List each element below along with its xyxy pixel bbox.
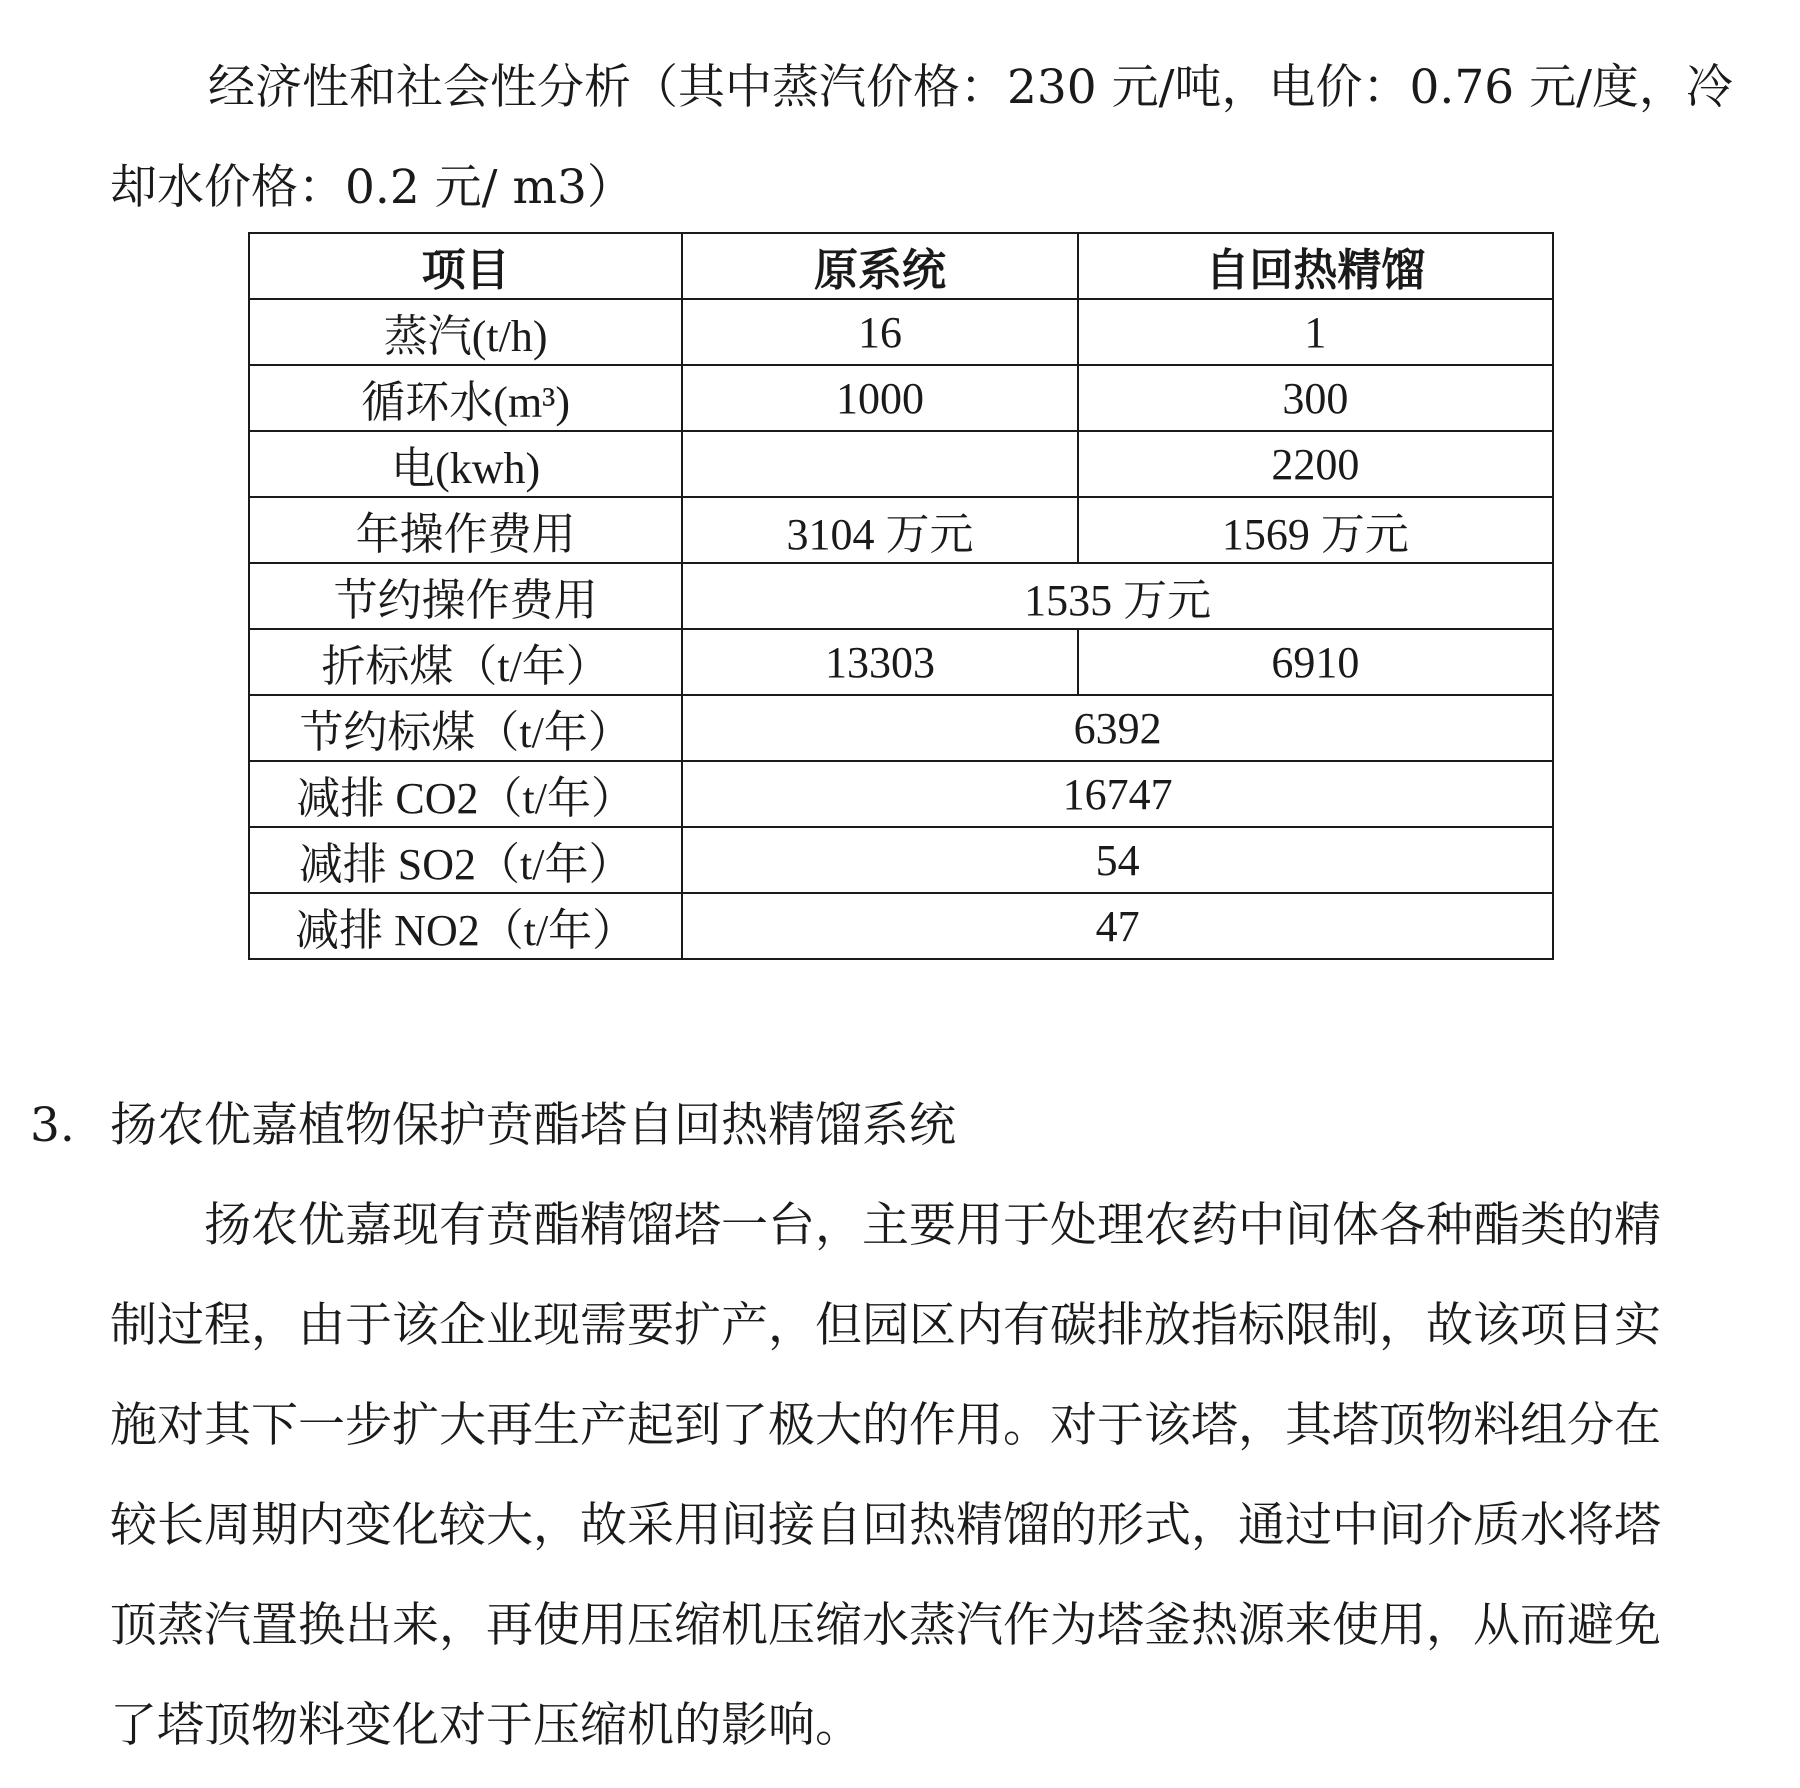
heat-pump-value: 300 (1078, 365, 1553, 431)
paragraph-line: 扬农优嘉现有贲酯精馏塔一台，主要用于处理农药中间体各种酯类的精 (110, 1198, 1661, 1253)
paragraph-line: 顶蒸汽置换出来，再使用压缩机压缩水蒸汽作为塔釜热源来使用，从而避免 (110, 1598, 1661, 1653)
heat-pump-value: 6910 (1078, 629, 1553, 695)
paragraph-line: 较长周期内变化较大，故采用间接自回热精馏的形式，通过中间介质水将塔 (110, 1498, 1661, 1553)
section-title: 扬农优嘉植物保护贲酯塔自回热精馏系统 (110, 1098, 956, 1153)
table-row (249, 431, 1553, 497)
paragraph-line: 施对其下一步扩大再生产起到了极大的作用。对于该塔，其塔顶物料组分在 (110, 1398, 1661, 1453)
original-value: 3104 万元 (682, 497, 1077, 563)
header-heat-pump-distillation: 自回热精馏 (1078, 233, 1553, 299)
table-row (249, 893, 1553, 959)
merged-value: 47 (682, 893, 1553, 959)
intro-line-1: 经济性和社会性分析（其中蒸汽价格：230 元/吨，电价：0.76 元/度，冷 (208, 60, 1733, 115)
row-label: 节约操作费用 (249, 563, 682, 629)
table-row (249, 365, 1553, 431)
table-row (249, 695, 1553, 761)
row-label: 节约标煤（t/年） (249, 695, 682, 761)
table-row (249, 827, 1553, 893)
heat-pump-value: 1 (1078, 299, 1553, 365)
original-value: 16 (682, 299, 1077, 365)
original-value: 13303 (682, 629, 1077, 695)
row-label: 减排 CO2（t/年） (249, 761, 682, 827)
heat-pump-value: 2200 (1078, 431, 1553, 497)
table-row (249, 629, 1553, 695)
row-label: 电(kwh) (249, 431, 682, 497)
paragraph-line: 制过程，由于该企业现需要扩产，但园区内有碳排放指标限制，故该项目实 (110, 1298, 1661, 1353)
merged-value: 1535 万元 (682, 563, 1553, 629)
heat-pump-value: 1569 万元 (1078, 497, 1553, 563)
intro-line-2: 却水价格：0.2 元/ m3） (110, 160, 634, 215)
row-label: 减排 SO2（t/年） (249, 827, 682, 893)
header-item: 项目 (249, 233, 682, 299)
row-label: 蒸汽(t/h) (249, 299, 682, 365)
merged-value: 54 (682, 827, 1553, 893)
original-value (682, 431, 1077, 497)
table-row (249, 761, 1553, 827)
paragraph-line: 了塔顶物料变化对于压缩机的影响。 (110, 1698, 862, 1753)
merged-value: 16747 (682, 761, 1553, 827)
table-row (249, 299, 1553, 365)
cost-comparison-table (248, 232, 1554, 960)
row-label: 年操作费用 (249, 497, 682, 563)
row-label: 循环水(m³) (249, 365, 682, 431)
row-label: 折标煤（t/年） (249, 629, 682, 695)
section-heading (30, 1096, 956, 1156)
section-number: 3. (30, 1098, 75, 1153)
original-value: 1000 (682, 365, 1077, 431)
row-label: 减排 NO2（t/年） (249, 893, 682, 959)
table-row (249, 497, 1553, 563)
table-header-row (249, 233, 1553, 299)
header-original-system: 原系统 (682, 233, 1077, 299)
merged-value: 6392 (682, 695, 1553, 761)
table-row (249, 563, 1553, 629)
